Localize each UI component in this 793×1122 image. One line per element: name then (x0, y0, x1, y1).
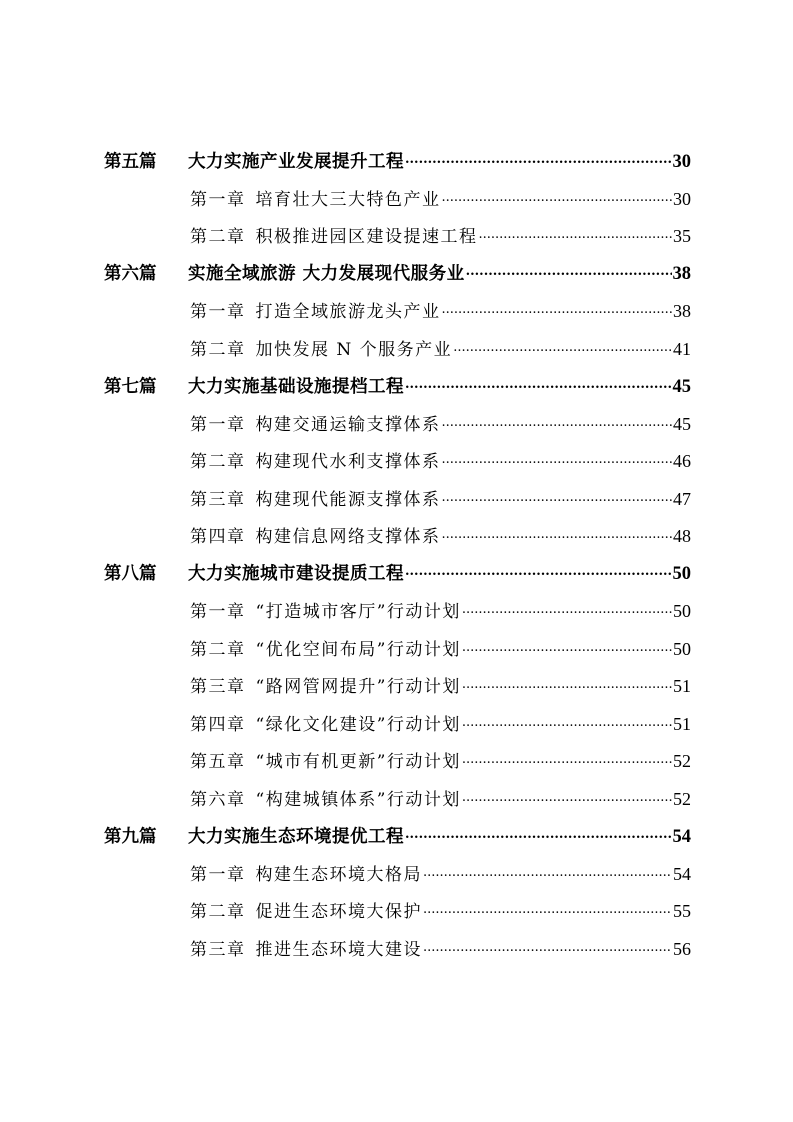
toc-entry-line (190, 864, 691, 885)
toc-entry-line (190, 489, 691, 510)
toc-chapter-title: 加快发展 N 个服务产业 (255, 339, 453, 360)
toc-page-number: 46 (673, 451, 691, 472)
toc-entry-line (188, 264, 691, 284)
toc-part-entry[interactable] (0, 256, 793, 294)
toc-entry-line (190, 226, 691, 247)
toc-chapter-title: 积极推进园区建设提速工程 (255, 227, 478, 248)
dot-leader (462, 753, 672, 767)
dot-leader (423, 941, 672, 955)
toc-entry-line (190, 751, 691, 772)
toc-chapter-title: 推进生态环境大建设 (255, 939, 422, 960)
dot-leader (466, 265, 672, 279)
toc-chapter-title: “城市有机更新”行动计划 (255, 752, 461, 773)
dot-leader (442, 491, 673, 505)
toc-entry-line (190, 676, 691, 697)
dot-leader (442, 453, 673, 467)
dot-leader (442, 191, 673, 205)
toc-chapter-label: 第一章 (190, 414, 246, 435)
toc-chapter-label: 第二章 (190, 639, 246, 660)
toc-chapter-entry[interactable] (0, 893, 793, 931)
toc-chapter-label: 第二章 (190, 902, 246, 923)
toc-page-number: 56 (673, 938, 691, 959)
toc-page-number: 50 (673, 601, 691, 622)
toc-chapter-entry[interactable] (0, 631, 793, 669)
toc-page-number: 51 (673, 713, 691, 734)
toc-part-label: 第八篇 (104, 564, 157, 585)
toc-entry-line (188, 827, 691, 847)
toc-chapter-entry[interactable] (0, 331, 793, 369)
toc-chapter-label: 第四章 (190, 714, 246, 735)
toc-chapter-label: 第四章 (190, 527, 246, 548)
toc-page-number: 45 (673, 413, 691, 434)
toc-entry-line (190, 714, 691, 735)
toc-page-number: 50 (673, 638, 691, 659)
toc-part-entry[interactable] (0, 368, 793, 406)
toc-chapter-title: 构建现代水利支撑体系 (255, 452, 441, 473)
toc-part-title: 实施全域旅游 大力发展现代服务业 (188, 264, 465, 285)
toc-part-label: 第六篇 (104, 264, 157, 285)
toc-chapter-title: “绿化文化建设”行动计划 (255, 714, 461, 735)
toc-chapter-label: 第一章 (190, 602, 246, 623)
table-of-contents (0, 143, 793, 968)
toc-part-title: 大力实施生态环境提优工程 (188, 826, 404, 847)
toc-page-number: 50 (672, 564, 691, 585)
toc-chapter-entry[interactable] (0, 856, 793, 894)
toc-chapter-title: 培育壮大三大特色产业 (255, 189, 441, 210)
toc-part-title: 大力实施城市建设提质工程 (188, 564, 404, 585)
toc-entry-line (190, 301, 691, 322)
toc-chapter-label: 第五章 (190, 752, 246, 773)
dot-leader (442, 416, 673, 430)
toc-chapter-label: 第三章 (190, 489, 246, 510)
toc-chapter-entry[interactable] (0, 181, 793, 219)
toc-chapter-title: 构建生态环境大格局 (255, 864, 422, 885)
dot-leader (423, 903, 672, 917)
toc-entry-line (190, 526, 691, 547)
toc-chapter-entry[interactable] (0, 593, 793, 631)
dot-leader (405, 153, 672, 167)
toc-chapter-entry[interactable] (0, 781, 793, 819)
toc-page-number: 55 (673, 901, 691, 922)
dot-leader (405, 378, 672, 392)
toc-page-number: 52 (673, 751, 691, 772)
toc-entry-line (190, 189, 691, 210)
toc-page-number: 38 (673, 301, 691, 322)
dot-leader (423, 866, 672, 880)
toc-page-number: 54 (672, 826, 691, 847)
toc-part-label: 第七篇 (104, 376, 157, 397)
toc-chapter-title: 打造全域旅游龙头产业 (255, 302, 441, 323)
toc-entry-line (190, 789, 691, 810)
toc-chapter-title: “构建城镇体系”行动计划 (255, 789, 461, 810)
toc-chapter-label: 第二章 (190, 227, 246, 248)
toc-chapter-title: 构建现代能源支撑体系 (255, 489, 441, 510)
toc-page-number: 54 (673, 863, 691, 884)
toc-chapter-label: 第一章 (190, 302, 246, 323)
toc-chapter-title: “路网管网提升”行动计划 (255, 677, 461, 698)
toc-part-entry[interactable] (0, 143, 793, 181)
dot-leader (442, 303, 673, 317)
toc-page-number: 38 (672, 264, 691, 285)
toc-page-number: 35 (673, 226, 691, 247)
toc-part-entry[interactable] (0, 818, 793, 856)
toc-page-number: 51 (673, 676, 691, 697)
dot-leader (453, 341, 672, 355)
toc-chapter-entry[interactable] (0, 743, 793, 781)
toc-chapter-label: 第三章 (190, 677, 246, 698)
toc-chapter-entry[interactable] (0, 931, 793, 969)
toc-chapter-title: 促进生态环境大保护 (255, 902, 422, 923)
dot-leader (462, 603, 672, 617)
toc-page-number: 48 (673, 526, 691, 547)
toc-chapter-title: “优化空间布局”行动计划 (255, 639, 461, 660)
toc-part-entry[interactable] (0, 556, 793, 594)
dot-leader (405, 828, 672, 842)
dot-leader (462, 791, 672, 805)
toc-chapter-label: 第二章 (190, 452, 246, 473)
toc-part-title: 大力实施产业发展提升工程 (188, 151, 404, 172)
toc-chapter-entry[interactable] (0, 443, 793, 481)
toc-chapter-title: 构建交通运输支撑体系 (255, 414, 441, 435)
toc-chapter-label: 第二章 (190, 339, 246, 360)
toc-part-label: 第五篇 (104, 151, 157, 172)
toc-chapter-title: 构建信息网络支撑体系 (255, 527, 441, 548)
toc-page-number: 30 (672, 151, 691, 172)
toc-part-title: 大力实施基础设施提档工程 (188, 376, 404, 397)
dot-leader (462, 678, 672, 692)
toc-entry-line (188, 564, 691, 584)
toc-chapter-entry[interactable] (0, 481, 793, 519)
toc-entry-line (190, 414, 691, 435)
toc-chapter-entry[interactable] (0, 706, 793, 744)
toc-chapter-entry[interactable] (0, 668, 793, 706)
toc-page-number: 52 (673, 788, 691, 809)
dot-leader (462, 641, 672, 655)
toc-chapter-entry[interactable] (0, 518, 793, 556)
toc-entry-line (190, 901, 691, 922)
toc-entry-line (188, 377, 691, 397)
toc-page-number: 41 (673, 338, 691, 359)
toc-entry-line (190, 939, 691, 960)
toc-page-number: 45 (672, 376, 691, 397)
toc-page-number: 47 (673, 488, 691, 509)
toc-entry-line (190, 339, 691, 360)
dot-leader (405, 565, 672, 579)
toc-chapter-label: 第一章 (190, 189, 246, 210)
toc-entry-line (188, 152, 691, 172)
toc-chapter-entry[interactable] (0, 218, 793, 256)
toc-chapter-entry[interactable] (0, 406, 793, 444)
toc-chapter-entry[interactable] (0, 293, 793, 331)
toc-part-label: 第九篇 (104, 826, 157, 847)
toc-chapter-label: 第一章 (190, 864, 246, 885)
dot-leader (442, 528, 673, 542)
toc-chapter-title: “打造城市客厅”行动计划 (255, 602, 461, 623)
toc-entry-line (190, 451, 691, 472)
toc-entry-line (190, 639, 691, 660)
toc-chapter-label: 第六章 (190, 789, 246, 810)
dot-leader (479, 228, 673, 242)
toc-chapter-label: 第三章 (190, 939, 246, 960)
toc-page-number: 30 (673, 188, 691, 209)
dot-leader (462, 716, 672, 730)
toc-entry-line (190, 601, 691, 622)
